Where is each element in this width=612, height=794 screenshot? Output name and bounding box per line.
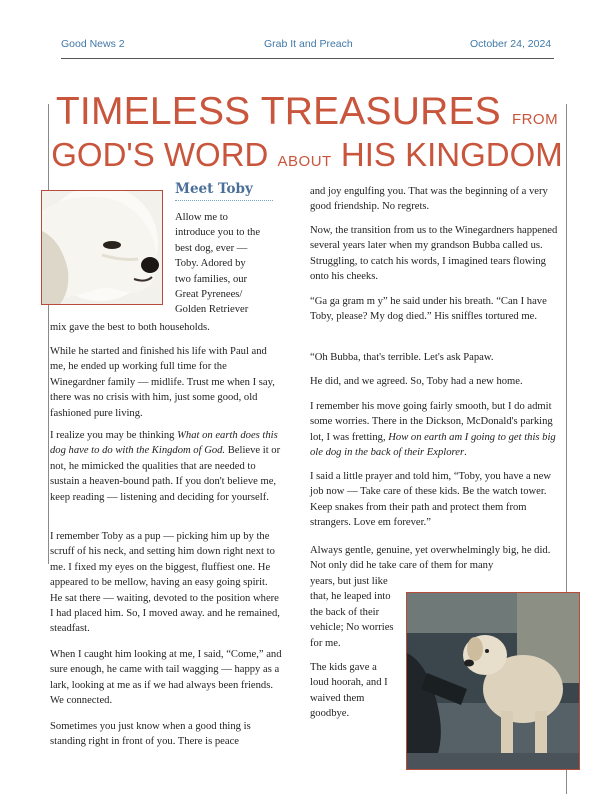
col2-paragraph-2: Now, the transition from us to the Winegardners happened several years later when my grandson Bubba called us. Struggling, to catch his words, I imagined tears flowing onto his cheeks. <box>310 225 558 283</box>
header-date: October 24, 2024 <box>470 38 552 50</box>
header-section: Grab It and Preach <box>264 38 353 50</box>
photo-toby-adult <box>406 592 580 770</box>
col2-paragraph-8-wrapped: years, but just like that, he leaped into the back of their vehicle; No worries for me. <box>310 576 394 649</box>
paragraph-6: Sometimes you just know when a good thing is standing right in front of you. There is peace <box>50 721 251 748</box>
col2-paragraph-8: Always gentle, genuine, yet overwhelmingly big, he did. Not only did he take care of them for many <box>310 545 551 572</box>
col2-paragraph-7: I said a little prayer and told him, “Toby, you have a new job now — Take care of these kids. Be the watch tower. Keep snakes from their path and protect them from strangers. Love em forever.” <box>310 471 551 529</box>
photo-toby-puppy <box>41 190 163 305</box>
title-line-2: GOD'S WORD ABOUT HIS KINGDOM <box>51 136 563 173</box>
col2-paragraph-3: “Ga ga gram m y” he said under his breath. “Can I have Toby, please? My dog died.” His sniffles tortured me. <box>310 296 547 323</box>
col2-paragraph-4: “Oh Bubba, that's terrible. Let's ask Papaw. <box>310 352 494 363</box>
intro-wrapped-text: Allow me to introduce you to the best dog, ever — Toby. Adored by two families, our Great Pyrenees/ Golden Retriever <box>175 212 261 316</box>
paragraph-2: While he started and finished his life with Paul and me, he ended up working full time for the Winegardner family — midlife. Trust me when I say, there was no crisis with him, just some good, old fashioned pure living. <box>50 346 275 419</box>
col2-paragraph-6: I remember his move going fairly smooth, but I do admit some worries. There in the Dickson, McDonald's parking lot, I was fretting, How on earth am I going to get this big ole dog in the back of their Explorer. <box>310 401 556 459</box>
article-heading: Meet Toby <box>175 181 273 201</box>
header-rule <box>61 58 554 59</box>
paragraph-4: I remember Toby as a pup — picking him up by the scruff of his neck, and setting him down right next to me. I fixed my eyes on the biggest, fluffiest one. He appeared to be mellow, having an easy going spirit. He sat there — waiting, devoted to the position where I had placed him. So, I moved away. and he remained, steadfast. <box>50 531 280 635</box>
intro-continued-text: mix gave the best to both households. <box>50 322 210 333</box>
left-margin-rule <box>48 104 49 564</box>
paragraph-3: I realize you may be thinking What on earth does this dog have to do with the Kingdom of God. Believe it or not, he mimicked the qualities that are needed to sustain a heaven-bound path. If you don't believe me, keep reading — listening and deciding for yourself. <box>50 430 281 503</box>
col2-paragraph-9: The kids gave a loud hoorah, and I waived them goodbye. <box>310 662 388 720</box>
col2-paragraph-1: and joy engulfing you. That was the beginning of a very good friendship. No regrets. <box>310 186 548 213</box>
title-line-1: TIMELESS TREASURES FROM <box>55 90 559 133</box>
col2-paragraph-5: He did, and we agreed. So, Toby had a new home. <box>310 376 523 387</box>
paragraph-5: When I caught him looking at me, I said, “Come,” and sure enough, he came with tail wagging — happy as a lark, looking at me as if we had always been friends. We connected. <box>50 649 282 707</box>
header-publication: Good News 2 <box>61 38 125 50</box>
